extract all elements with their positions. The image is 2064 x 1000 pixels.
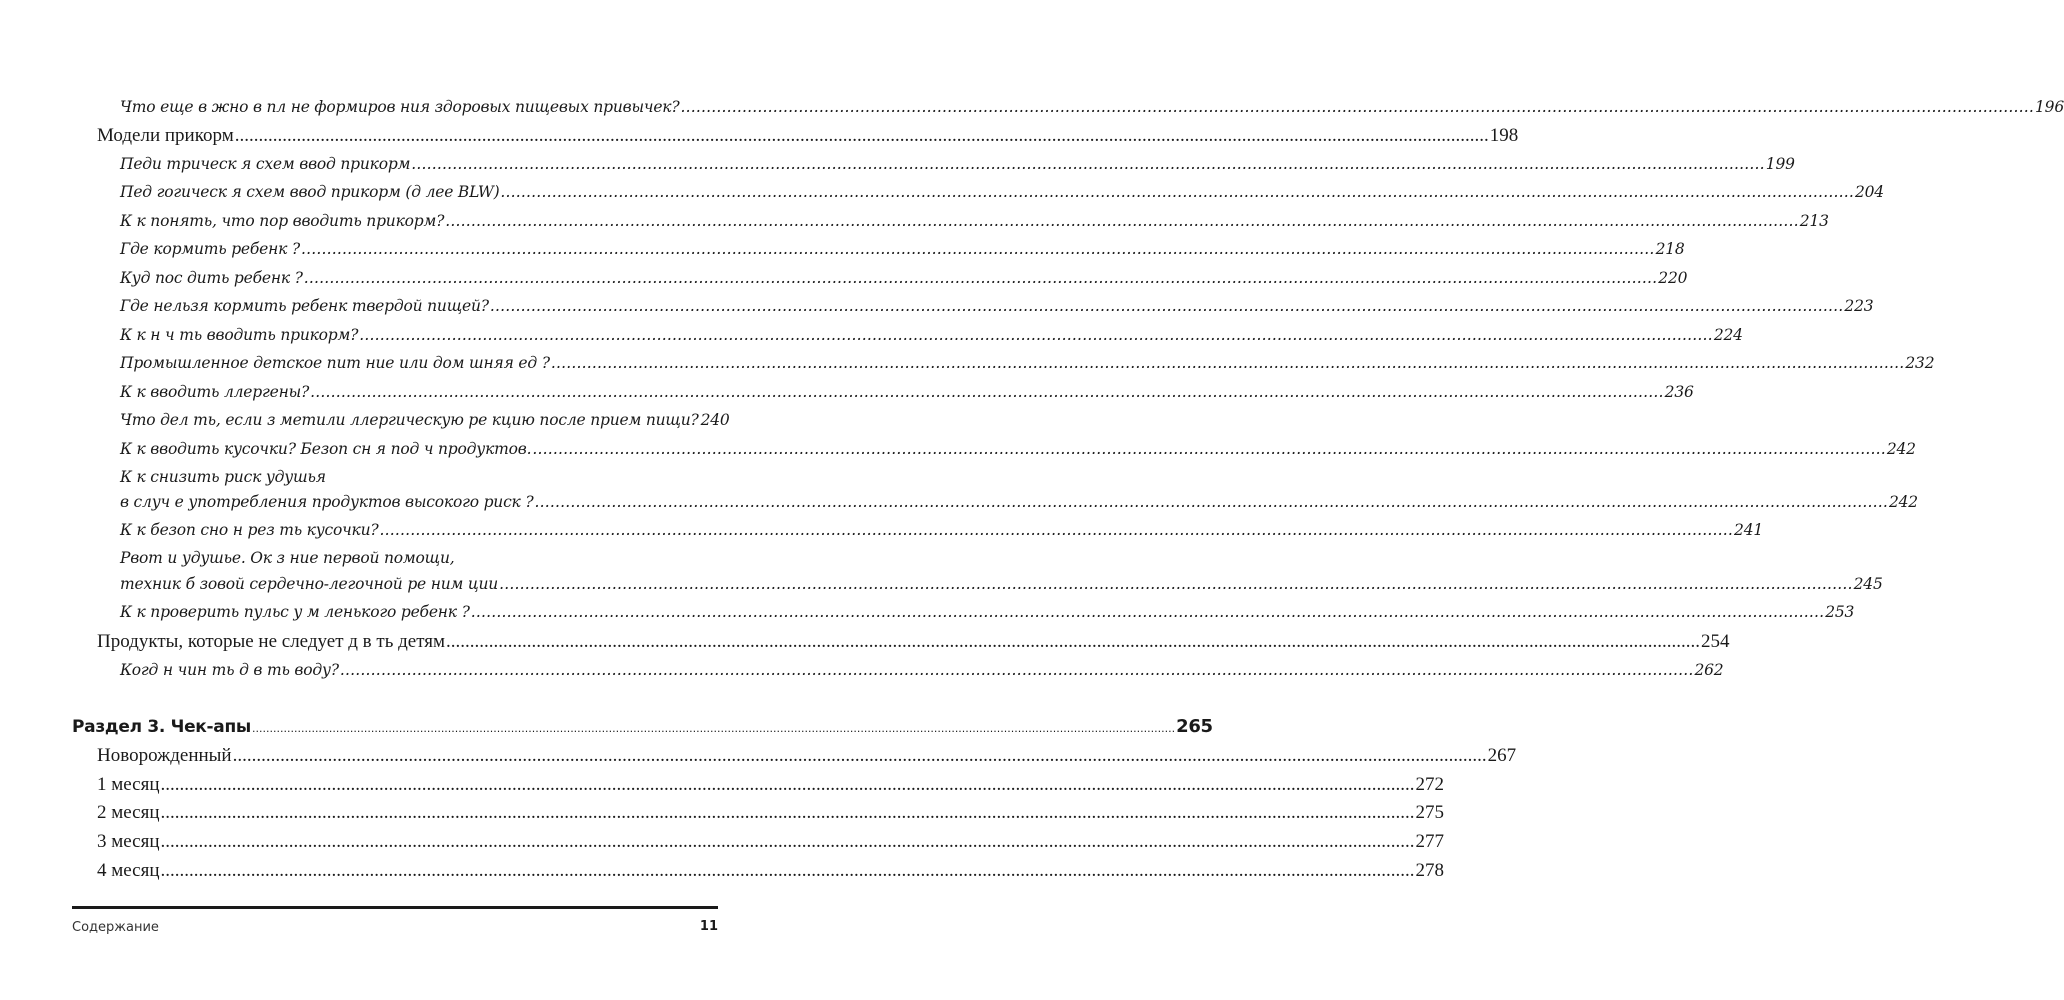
toc-entry (120, 521, 1764, 539)
toc-entry-title: К к проверить пульс у м ленького ребенк ? (120, 603, 470, 621)
toc-entry-title: Педи трическ я схем ввод прикорм (120, 155, 411, 173)
leader-dots (359, 326, 1713, 344)
toc-chapter-entry (97, 802, 1445, 824)
toc-entry-title: Когд н чин ть д в ть воду? (120, 661, 339, 679)
toc-entry-page: 236 (1664, 383, 1694, 401)
toc-entry-title: техник б зовой сердечно-легочной ре ним ции (120, 575, 499, 593)
leader-dots (161, 831, 1415, 853)
leader-dots (380, 521, 1734, 539)
toc-entry (120, 155, 1795, 173)
leader-dots (500, 183, 1854, 201)
toc-chapter-entry (97, 774, 1445, 796)
leader-dots (534, 493, 1888, 511)
leader-dots (411, 155, 1765, 173)
toc-entry-title-line1: К к снизить риск удушья (120, 468, 326, 486)
footer-running-title: Содержание (72, 920, 159, 935)
toc-entry-title: 3 месяц (97, 831, 160, 852)
toc-entry-page: 224 (1713, 326, 1743, 344)
toc-entry-title: Что еще в жно в пл не формиров ния здоровых пищевых привычек? (120, 98, 680, 116)
leader-dots (445, 212, 1799, 230)
toc-entry-page: 242 (1886, 440, 1916, 458)
leader-dots (340, 661, 1694, 679)
toc-chapter-entry (97, 860, 1445, 882)
toc-entry-title: Промышленное детское пит ние или дом шняя ед ? (120, 354, 550, 372)
toc-entry-title: Где нельзя кормить ребенк твердой пищей? (120, 297, 489, 315)
toc-entry (120, 297, 1874, 315)
toc-chapter-entry (97, 831, 1445, 853)
footer-page-number: 11 (699, 919, 718, 934)
toc-entry-page: 262 (1694, 661, 1724, 679)
leader-dots (161, 860, 1415, 882)
toc-entry-title: 2 месяц (97, 802, 160, 823)
toc-entry (120, 440, 1916, 458)
leader-dots (310, 383, 1664, 401)
toc-entry-page: 223 (1844, 297, 1874, 315)
toc-entry-page: 218 (1655, 240, 1685, 258)
toc-entry-title: К к понять, что пор вводить прикорм? (120, 212, 445, 230)
toc-entry-title: Модели прикорм (97, 125, 234, 146)
toc-entry (120, 269, 1688, 287)
toc-entry-title: Продукты, которые не следует д в ть детям (97, 631, 446, 652)
toc-chapter-entry (97, 125, 1519, 147)
toc-entry-page: 242 (1888, 493, 1918, 511)
leader-dots (532, 440, 1886, 458)
toc-entry (120, 661, 1724, 679)
toc-entry-page: 278 (1415, 860, 1445, 881)
leader-dots (233, 745, 1487, 767)
toc-entry-page: 245 (1853, 575, 1883, 593)
toc-entry-page: 241 (1734, 521, 1764, 539)
toc-entry-page: 253 (1825, 603, 1855, 621)
leader-dots (490, 297, 1844, 315)
toc-entry-page: 272 (1415, 774, 1445, 795)
toc-chapter-entry (97, 745, 1517, 767)
toc-entry-title: К к н ч ть вводить прикорм? (120, 326, 359, 344)
toc-entry (120, 411, 730, 429)
toc-entry-page: 240 (700, 411, 730, 429)
toc-entry (120, 183, 1884, 201)
toc-entry-page: 277 (1415, 831, 1445, 852)
leader-dots (446, 631, 1700, 653)
toc-entry-title: К к вводить кусочки? Безоп сн я под ч продуктов. (120, 440, 532, 458)
leader-dots (551, 354, 1905, 372)
toc-entry (120, 354, 1935, 372)
toc-entry-title: Пед гогическ я схем ввод прикорм (д лее BLW) (120, 183, 500, 201)
toc-entry-title-line1: Рвот и удушье. Ок з ние первой помощи, (120, 549, 455, 567)
leader-dots (499, 575, 1853, 593)
toc-entry-page: 196 (2035, 98, 2064, 116)
leader-dots (235, 125, 1489, 147)
toc-entry-page: 267 (1487, 745, 1517, 766)
leader-dots (161, 774, 1415, 796)
toc-entry-page: 199 (1765, 155, 1795, 173)
toc-entry-title: Новорожденный (97, 745, 232, 766)
toc-entry-title: Где кормить ребенк ? (120, 240, 301, 258)
footer-divider (72, 906, 718, 909)
toc-entry-page: 204 (1854, 183, 1884, 201)
toc-entry (120, 326, 1743, 344)
leader-dots (161, 802, 1415, 824)
toc-entry-title: К к безоп сно н рез ть кусочки? (120, 521, 379, 539)
toc-entry-title: Куд пос дить ребенк ? (120, 269, 303, 287)
toc-entry-page: 265 (1176, 716, 1213, 737)
toc-entry (120, 212, 1829, 230)
toc-section-entry (72, 716, 1213, 737)
toc-entry (120, 383, 1694, 401)
toc-entry-title: 4 месяц (97, 860, 160, 881)
toc-entry (120, 603, 1855, 621)
toc-entry (120, 98, 2064, 116)
toc-entry-page: 220 (1658, 269, 1688, 287)
toc-entry-page: 232 (1905, 354, 1935, 372)
toc-entry (120, 240, 1685, 258)
leader-dots (471, 603, 1825, 621)
leader-dots (301, 240, 1655, 258)
toc-entry-title: К к вводить ллергены? (120, 383, 310, 401)
toc-entry-page: 198 (1489, 125, 1519, 146)
toc-entry-page: 213 (1799, 212, 1829, 230)
toc-entry (120, 493, 1918, 511)
toc-section-title: Раздел 3. Чек-апы (72, 717, 251, 737)
toc-entry-title: Что дел ть, если з метили ллергическую ре кцию после прием пищи? (120, 411, 699, 429)
toc-entry (120, 575, 1883, 593)
toc-entry-title: 1 месяц (97, 774, 160, 795)
leader-dots (252, 722, 1175, 735)
toc-entry-page: 275 (1415, 802, 1445, 823)
toc-chapter-entry (97, 631, 1730, 653)
toc-entry-page: 254 (1701, 631, 1730, 652)
leader-dots (304, 269, 1658, 287)
leader-dots (680, 98, 2034, 116)
toc-entry-title: в случ е употребления продуктов высокого риск ? (120, 493, 534, 511)
